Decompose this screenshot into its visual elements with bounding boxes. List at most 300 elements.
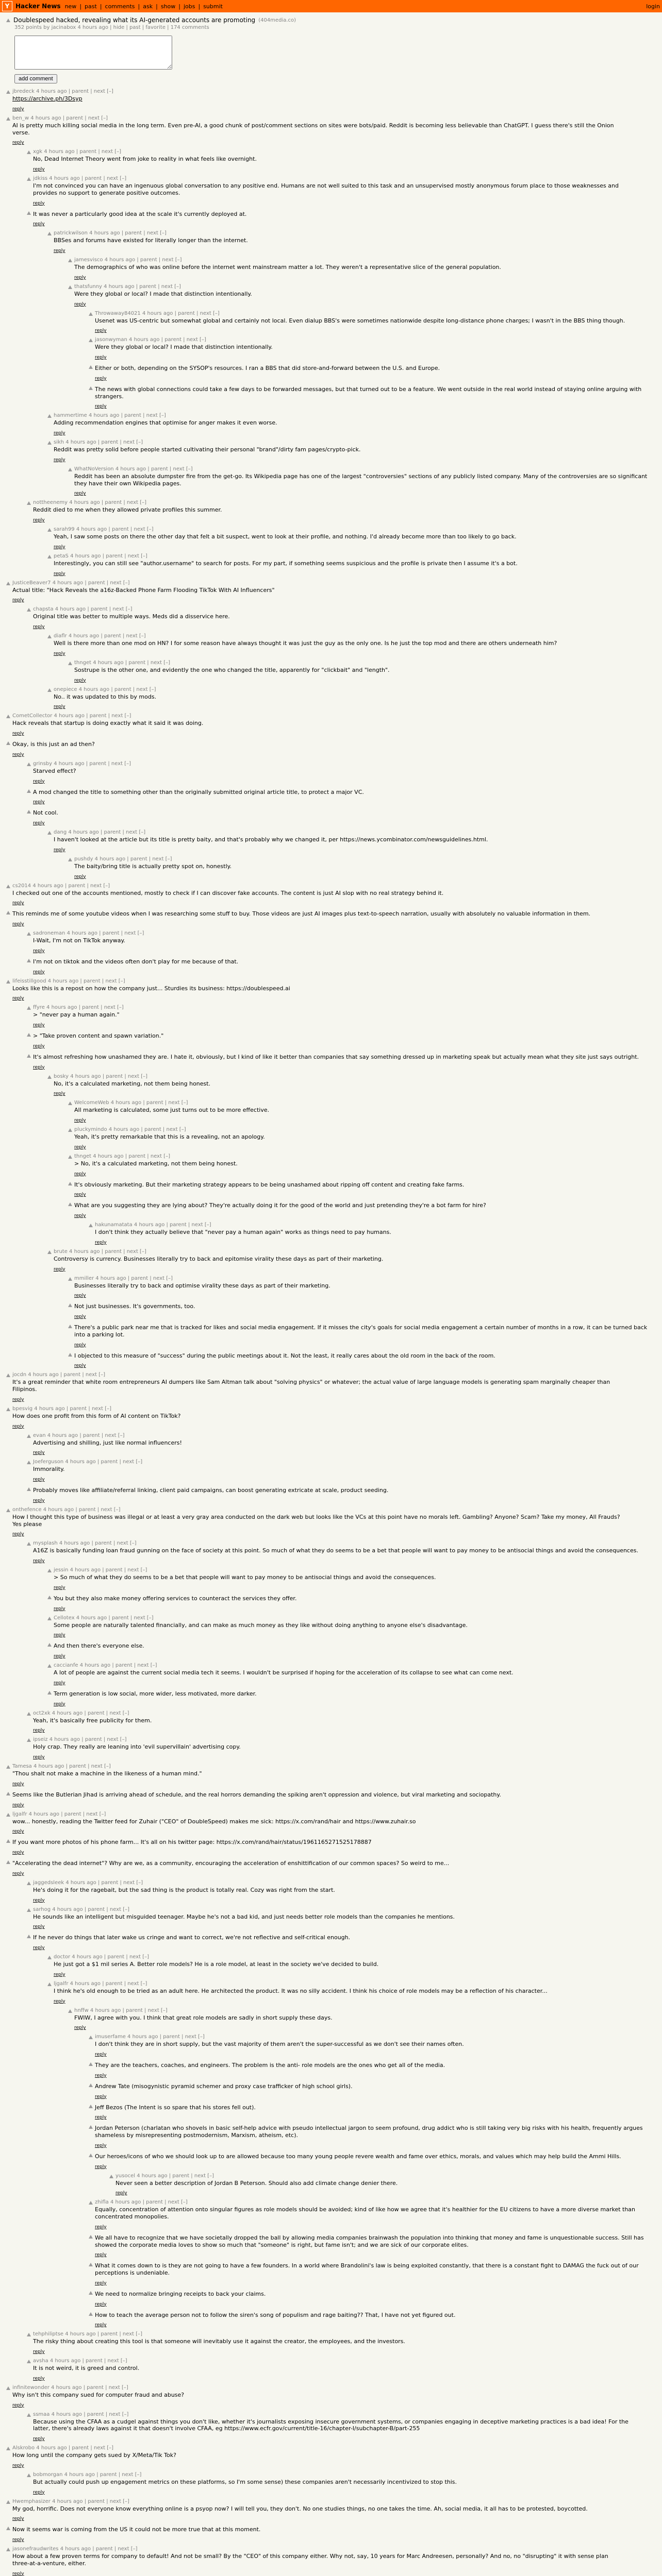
upvote-icon[interactable] bbox=[27, 2413, 31, 2417]
reply-link[interactable]: reply bbox=[95, 2094, 107, 2099]
reply-link[interactable]: reply bbox=[54, 1091, 65, 1097]
comment-body bbox=[115, 2173, 398, 2197]
comment-text: Looks like this is a repost on how the company just... Sturdies its business: https://doublespeed.ai bbox=[12, 985, 290, 992]
reply-link[interactable]: reply bbox=[33, 167, 45, 172]
comment-meta: bosky 4 hours ago | parent | next [–] bbox=[54, 1073, 148, 1079]
reply-link[interactable]: reply bbox=[95, 328, 107, 334]
comment-text: The baity/bring title is actually pretty spot on, honestly. bbox=[74, 862, 232, 870]
reply-link[interactable]: reply bbox=[12, 598, 24, 603]
comment-body bbox=[54, 1615, 468, 1639]
upvote-icon[interactable] bbox=[6, 582, 10, 585]
reply-link[interactable]: reply bbox=[54, 1585, 65, 1590]
reply-link[interactable]: reply bbox=[12, 922, 24, 927]
comment-body bbox=[33, 1710, 152, 1734]
reply-link[interactable]: reply bbox=[95, 2052, 107, 2057]
upvote-icon[interactable] bbox=[6, 2386, 10, 2390]
comment-row bbox=[6, 115, 656, 146]
upvote-icon[interactable] bbox=[6, 90, 10, 94]
reply-link[interactable]: reply bbox=[95, 2252, 107, 2258]
upvote-icon[interactable] bbox=[89, 2263, 93, 2266]
upvote-icon[interactable] bbox=[47, 555, 52, 558]
reply-link[interactable]: reply bbox=[74, 874, 86, 879]
reply-link[interactable]: reply bbox=[95, 355, 107, 360]
reply-link[interactable]: reply bbox=[74, 1363, 86, 1369]
reply-link[interactable]: reply bbox=[54, 1654, 65, 1659]
comment-row bbox=[89, 2199, 656, 2230]
reply-link[interactable]: reply bbox=[33, 1728, 45, 1734]
upvote-icon[interactable] bbox=[89, 365, 93, 369]
reply-link[interactable]: reply bbox=[54, 571, 65, 577]
upvote-icon[interactable] bbox=[27, 1487, 31, 1491]
comment-body bbox=[33, 1053, 639, 1071]
comment-text: He sounds like an intelligent but misguided teenager. Maybe he's not a bad kid, and just needs better role models than the companies he mentions. bbox=[33, 1913, 455, 1920]
upvote-icon[interactable] bbox=[6, 885, 10, 888]
comment-meta: zhifla 4 hours ago | parent | next [–] bbox=[95, 2199, 188, 2206]
comment-text: AI is pretty much killing social media in the long term. Even pre-AI, a good chunk of post/comment sections on sites were bots/paid. Reddit is becoming less believable than ChatGPT. I guess there's still the Onion verse. bbox=[12, 122, 614, 136]
upvote-icon[interactable] bbox=[6, 2527, 10, 2530]
reply-link[interactable]: reply bbox=[12, 2537, 24, 2543]
upvote-icon[interactable] bbox=[27, 608, 31, 612]
reply-link[interactable]: reply bbox=[12, 2516, 24, 2522]
comment-text: Reddit has been an absolute dumpster fire from the get-go. Its Wikipedia page has one of the largest "controversies" sections of any publicly listed company. Many of the controversies are so significant they have their own Wikipedia pages. bbox=[74, 472, 648, 487]
upvote-icon[interactable] bbox=[27, 1434, 31, 1438]
upvote-icon[interactable] bbox=[68, 1128, 72, 1132]
upvote-icon[interactable] bbox=[6, 1813, 10, 1817]
upvote-icon[interactable] bbox=[47, 688, 52, 692]
upvote-icon[interactable] bbox=[68, 1182, 72, 1185]
reply-link[interactable]: reply bbox=[33, 2349, 45, 2354]
reply-link[interactable]: reply bbox=[12, 901, 24, 906]
upvote-icon[interactable] bbox=[6, 1374, 10, 1377]
reply-link[interactable]: reply bbox=[74, 1144, 86, 1150]
reply-link[interactable]: reply bbox=[33, 1043, 45, 1049]
upvote-icon[interactable] bbox=[6, 911, 10, 914]
comment-text: All marketing is calculated, some just turns out to be more effective. bbox=[74, 1107, 270, 1114]
reply-link[interactable]: reply bbox=[33, 1498, 45, 1503]
reply-link[interactable]: reply bbox=[54, 1606, 65, 1612]
comment-body bbox=[54, 439, 361, 463]
upvote-icon[interactable] bbox=[89, 2201, 93, 2205]
nav-link-new[interactable]: new bbox=[64, 3, 77, 10]
reply-link[interactable]: reply bbox=[95, 2280, 107, 2286]
upvote-icon[interactable] bbox=[27, 789, 31, 793]
upvote-icon[interactable] bbox=[89, 1224, 93, 1227]
upvote-icon[interactable] bbox=[47, 831, 52, 835]
upvote-icon[interactable] bbox=[89, 386, 93, 390]
upvote-icon[interactable] bbox=[27, 1935, 31, 1938]
nav-link-submit[interactable]: submit bbox=[203, 3, 223, 10]
upvote-icon[interactable] bbox=[47, 635, 52, 638]
comment-text: Now it seems war is coming from the US it could not be more true that at this moment. bbox=[12, 2526, 261, 2533]
comment-body bbox=[33, 1459, 142, 1483]
reply-link[interactable]: reply bbox=[12, 752, 24, 757]
reply-link[interactable]: reply bbox=[12, 1532, 24, 1537]
reply-link[interactable]: reply bbox=[54, 1633, 65, 1638]
reply-link[interactable]: reply bbox=[12, 2402, 24, 2408]
reply-link[interactable]: reply bbox=[33, 1755, 45, 1760]
comment-body bbox=[54, 633, 557, 657]
upvote-icon[interactable] bbox=[6, 715, 10, 718]
upvote-icon[interactable] bbox=[47, 1596, 52, 1599]
comment-textarea[interactable] bbox=[14, 36, 172, 70]
upvote-icon[interactable] bbox=[6, 741, 10, 745]
upvote-icon[interactable] bbox=[27, 959, 31, 962]
comment-row bbox=[47, 1074, 656, 1097]
comment-meta: xgk 4 hours ago | parent | next [–] bbox=[33, 149, 122, 155]
upvote-icon[interactable] bbox=[89, 2312, 93, 2316]
upvote-icon[interactable] bbox=[47, 1982, 52, 1986]
comment-meta: jbredeck 4 hours ago | parent | next [–] bbox=[12, 89, 113, 94]
upvote-icon[interactable] bbox=[6, 1792, 10, 1795]
upvote-icon[interactable] bbox=[89, 2235, 93, 2239]
reply-link[interactable]: reply bbox=[12, 1802, 24, 1808]
reply-link[interactable]: reply bbox=[33, 1558, 45, 1564]
comment-body bbox=[74, 1351, 495, 1369]
upvote-icon[interactable] bbox=[47, 1664, 52, 1668]
comment-body bbox=[74, 1302, 195, 1320]
reply-link[interactable]: reply bbox=[12, 731, 24, 736]
reply-link[interactable]: reply bbox=[33, 948, 45, 954]
reply-link[interactable]: reply bbox=[95, 376, 107, 381]
comment-body bbox=[12, 1507, 621, 1538]
comment-text: I checked out one of the accounts mentioned, mostly to check if I can discover fake accounts. The content is just AI slop with no real strategy behind it. bbox=[12, 889, 444, 896]
comment-row bbox=[68, 1351, 656, 1369]
upvote-icon[interactable] bbox=[68, 285, 72, 289]
upvote-icon[interactable] bbox=[27, 1882, 31, 1885]
comment-row bbox=[27, 1880, 656, 1904]
comment-meta: thnget 4 hours ago | parent | next [–] bbox=[74, 659, 170, 666]
comment-row bbox=[89, 2034, 656, 2058]
upvote-icon[interactable] bbox=[27, 1054, 31, 1058]
reply-link[interactable]: reply bbox=[74, 1118, 86, 1123]
comment-text[interactable]: https://archive.ph/3Dsyp bbox=[12, 95, 82, 102]
reply-link[interactable]: reply bbox=[33, 1924, 45, 1930]
comment-row bbox=[47, 1641, 656, 1659]
comment-body bbox=[95, 337, 273, 361]
comment-text: Usenet was US-centric but somewhat global and certainly not local. Even dialup BBS's were sometimes nationwide despite long-distance phone charges; I wasn't in the BBS thing though. bbox=[95, 317, 625, 324]
comment-body bbox=[12, 580, 275, 604]
comment-body bbox=[33, 210, 246, 228]
upvote-icon[interactable] bbox=[27, 1712, 31, 1716]
reply-link[interactable]: reply bbox=[74, 2025, 86, 2031]
comment-row bbox=[68, 284, 656, 308]
upvote-icon[interactable] bbox=[68, 468, 72, 471]
upvote-icon[interactable] bbox=[47, 1075, 52, 1079]
upvote-icon[interactable] bbox=[109, 2175, 113, 2178]
upvote-icon[interactable] bbox=[68, 1277, 72, 1281]
reply-link[interactable]: reply bbox=[33, 821, 45, 826]
comment-row bbox=[68, 1323, 656, 1348]
reply-link[interactable]: reply bbox=[12, 1781, 24, 1787]
main bbox=[0, 12, 662, 2576]
upvote-icon[interactable] bbox=[27, 1033, 31, 1037]
reply-link[interactable]: reply bbox=[95, 1240, 107, 1245]
reply-link[interactable]: reply bbox=[33, 800, 45, 805]
comment-meta: bpesvig 4 hours ago | parent | next [–] bbox=[12, 1405, 112, 1412]
comment-text: Sostrupe is the other one, and evidently the one who changed the title, apparently for "clickbait" and "length". bbox=[74, 666, 390, 673]
comment-text: Businesses literally try to back and optimise virality these days as part of their marketing. bbox=[74, 1282, 330, 1289]
comment-row bbox=[47, 553, 656, 577]
comment-meta: brute 4 hours ago | parent | next [–] bbox=[54, 1248, 146, 1255]
upvote-icon[interactable] bbox=[47, 232, 52, 235]
reply-link[interactable]: reply bbox=[12, 996, 24, 1002]
reply-link[interactable]: reply bbox=[54, 651, 65, 656]
comment-text: > "never pay a human again." bbox=[33, 1011, 120, 1019]
site-name[interactable]: Hacker News bbox=[15, 3, 61, 10]
comment-body bbox=[95, 2124, 656, 2149]
reply-link[interactable]: reply bbox=[74, 301, 86, 307]
upvote-icon[interactable] bbox=[89, 312, 93, 316]
comment-body bbox=[95, 2233, 656, 2259]
reply-link[interactable]: reply bbox=[33, 778, 45, 784]
reply-link[interactable]: reply bbox=[33, 518, 45, 523]
upvote-icon[interactable] bbox=[89, 2291, 93, 2295]
comment-body bbox=[33, 500, 222, 523]
reply-link[interactable]: reply bbox=[54, 1701, 65, 1707]
nav-separator: | bbox=[138, 3, 140, 10]
upvote-icon[interactable] bbox=[27, 1461, 31, 1464]
comment-text: I don't think they actually believe that "never pay a human again" works as things need to pay humans. bbox=[95, 1229, 391, 1235]
comment-row bbox=[47, 527, 656, 550]
upvote-icon[interactable] bbox=[89, 2062, 93, 2066]
comment-body bbox=[74, 2008, 333, 2031]
reply-link[interactable]: reply bbox=[54, 1680, 65, 1686]
reply-link[interactable]: reply bbox=[115, 2191, 127, 2196]
upvote-icon[interactable] bbox=[27, 2360, 31, 2363]
upvote-icon[interactable] bbox=[68, 259, 72, 262]
reply-link[interactable]: reply bbox=[33, 1064, 45, 1070]
comment-text: Interestingly, you can still see "author.username" to search for posts. For my part, if something seems suspicious and the profile is private then I assume it's a bot. bbox=[54, 560, 518, 567]
comment-text: My god, horrific. Does not everyone know everything online is a psyop now? I will tell you, they don't. No one studies things, no one takes the time. Ah, social media, it all has to be protested, boycotted. bbox=[12, 2505, 588, 2512]
reply-link[interactable]: reply bbox=[74, 1293, 86, 1299]
upvote-icon[interactable] bbox=[27, 150, 31, 154]
upvote-icon[interactable] bbox=[27, 501, 31, 505]
upvote-icon[interactable] bbox=[47, 1569, 52, 1572]
comment-row bbox=[89, 1222, 656, 1246]
reply-link[interactable]: reply bbox=[12, 1397, 24, 1402]
comment-text: Seems like the Butlerian Jihad is arriving ahead of schedule, and the real horrors demanding the spiking aren't oppression and violence, but viral marketing and sociopathy. bbox=[12, 1791, 501, 1798]
reply-link[interactable]: reply bbox=[12, 2571, 24, 2576]
reply-link[interactable]: reply bbox=[54, 847, 65, 853]
nav-link-past[interactable]: past bbox=[85, 3, 97, 10]
reply-link[interactable]: reply bbox=[54, 457, 65, 463]
reply-link[interactable]: reply bbox=[95, 2323, 107, 2328]
reply-link[interactable]: reply bbox=[54, 544, 65, 550]
upvote-icon[interactable] bbox=[6, 1839, 10, 1843]
comment-meta: Hwemphasizer 4 hours ago | parent | next [–] bbox=[12, 2498, 129, 2504]
upvote-icon[interactable] bbox=[27, 932, 31, 936]
comment-meta: hammertime 4 hours ago | parent | next [–] bbox=[54, 413, 166, 419]
upvote-icon[interactable] bbox=[6, 117, 10, 121]
reply-link[interactable]: reply bbox=[74, 1314, 86, 1319]
upvote-icon[interactable] bbox=[6, 19, 10, 22]
comment-row bbox=[6, 1507, 656, 1538]
upvote-icon[interactable] bbox=[47, 1250, 52, 1254]
comment-text: There's a public park near me that is tracked for likes and social media engagement. If it misses the city's goals for social media engagement a certain number of months in a row, it can be turned back into a parking lot. bbox=[74, 1324, 648, 1338]
reply-link[interactable]: reply bbox=[33, 2489, 45, 2495]
comment-body bbox=[33, 1031, 163, 1049]
reply-link[interactable]: reply bbox=[12, 140, 24, 146]
upvote-icon[interactable] bbox=[27, 1542, 31, 1546]
upvote-icon[interactable] bbox=[89, 2154, 93, 2157]
comment-row bbox=[6, 2546, 656, 2576]
upvote-icon[interactable] bbox=[89, 338, 93, 342]
reply-link[interactable]: reply bbox=[33, 624, 45, 630]
reply-link[interactable]: reply bbox=[95, 2301, 107, 2307]
reply-link[interactable]: reply bbox=[12, 2463, 24, 2468]
comment-meta: patrickwilson 4 hours ago | parent | next [–] bbox=[54, 230, 167, 236]
upvote-icon[interactable] bbox=[27, 810, 31, 814]
comment-row bbox=[6, 2385, 656, 2409]
comment-meta: dang 4 hours ago | parent | next [–] bbox=[54, 829, 146, 835]
reply-link[interactable]: reply bbox=[54, 1266, 65, 1272]
reply-link[interactable]: reply bbox=[54, 431, 65, 436]
upvote-icon[interactable] bbox=[6, 2500, 10, 2504]
comment-meta: Alskrobo 4 hours ago | parent | next [–] bbox=[12, 2445, 114, 2451]
comment-row bbox=[89, 311, 656, 334]
upvote-icon[interactable] bbox=[68, 1353, 72, 1357]
upvote-icon[interactable] bbox=[27, 211, 31, 215]
reply-link[interactable]: reply bbox=[54, 1972, 65, 1977]
reply-link[interactable]: reply bbox=[33, 1450, 45, 1456]
nav-link-jobs[interactable]: jobs bbox=[183, 3, 195, 10]
reply-link[interactable]: reply bbox=[95, 2224, 107, 2230]
comment-text: Controversy is currency. Businesses literally try to back and epitomise virality these days as part of their marketing. bbox=[54, 1255, 384, 1262]
reply-link[interactable]: reply bbox=[33, 2376, 45, 2381]
reply-link[interactable]: reply bbox=[74, 1342, 86, 1348]
hn-logo[interactable]: Y bbox=[2, 1, 12, 11]
reply-link[interactable]: reply bbox=[12, 1871, 24, 1876]
upvote-icon[interactable] bbox=[68, 662, 72, 665]
upvote-icon[interactable] bbox=[47, 1643, 52, 1647]
upvote-icon[interactable] bbox=[6, 2548, 10, 2551]
reply-link[interactable]: reply bbox=[95, 2115, 107, 2121]
reply-link[interactable]: reply bbox=[74, 1192, 86, 1198]
upvote-icon[interactable] bbox=[27, 1006, 31, 1010]
upvote-icon[interactable] bbox=[68, 1155, 72, 1159]
upvote-icon[interactable] bbox=[47, 1691, 52, 1694]
upvote-icon[interactable] bbox=[27, 1738, 31, 1742]
comment-meta: jasonefraudwrites 4 hours ago | parent | next [–] bbox=[12, 2546, 138, 2552]
nav-link-comments[interactable]: comments bbox=[105, 3, 135, 10]
comment-body bbox=[74, 660, 390, 684]
upvote-icon[interactable] bbox=[89, 2083, 93, 2087]
reply-link[interactable]: reply bbox=[74, 677, 86, 683]
upvote-icon[interactable] bbox=[47, 1956, 52, 1959]
upvote-icon[interactable] bbox=[68, 2009, 72, 2013]
upvote-icon[interactable] bbox=[27, 2473, 31, 2477]
login-link[interactable]: login bbox=[646, 3, 660, 10]
reply-link[interactable]: reply bbox=[12, 1829, 24, 1835]
comment-text: We all have to recognize that we have societally dropped the ball by allowing media companies brainwash the population into thinking that money and fame is unquestionable success. Still has showed the corporate media loves to show so much that "someone" is right, but fame isn't; and we are sick of our corporate elites. bbox=[95, 2234, 644, 2248]
upvote-icon[interactable] bbox=[47, 414, 52, 418]
upvote-icon[interactable] bbox=[68, 1325, 72, 1328]
comment-row bbox=[27, 606, 656, 630]
upvote-icon[interactable] bbox=[47, 1617, 52, 1620]
comment-row bbox=[89, 2103, 656, 2121]
reply-link[interactable]: reply bbox=[95, 404, 107, 410]
reply-link[interactable]: reply bbox=[54, 1998, 65, 2004]
nav-link-show[interactable]: show bbox=[160, 3, 176, 10]
add-comment-button[interactable]: add comment bbox=[14, 74, 57, 83]
comment-meta: hnffw 4 hours ago | parent | next [–] bbox=[74, 2007, 168, 2013]
reply-link[interactable]: reply bbox=[95, 2143, 107, 2148]
reply-link[interactable]: reply bbox=[33, 222, 45, 227]
story-title[interactable]: Doublespeed hacked, revealing what its AI-generated accounts are promoting bbox=[13, 16, 256, 24]
reply-link[interactable]: reply bbox=[33, 200, 45, 206]
reply-link[interactable]: reply bbox=[95, 2164, 107, 2170]
reply-link[interactable]: reply bbox=[12, 1850, 24, 1855]
comment-row bbox=[89, 2124, 656, 2149]
story-site[interactable]: (404media.co) bbox=[258, 17, 296, 23]
upvote-icon[interactable] bbox=[27, 2333, 31, 2336]
comment-row bbox=[6, 1372, 656, 1403]
comment-text: No, it's a calculated marketing, not them being honest. bbox=[54, 1080, 211, 1087]
reply-link[interactable]: reply bbox=[33, 1945, 45, 1951]
comment-meta: sadroneman 4 hours ago | parent | next [–] bbox=[33, 930, 144, 936]
comment-text: It's almost refreshing how unashamed they are. I hate it, obviously, but I kind of like it better than companies that say something dressed up in marketing speak but actually mean what they site just says outright. bbox=[33, 1053, 639, 1060]
comment-meta: jessin 4 hours ago | parent | next [–] bbox=[54, 1567, 147, 1573]
comment-body bbox=[74, 466, 656, 497]
upvote-icon[interactable] bbox=[6, 2447, 10, 2450]
upvote-icon[interactable] bbox=[68, 1101, 72, 1105]
comment-text: > No, it's a calculated marketing, not them being honest. bbox=[74, 1160, 238, 1167]
upvote-icon[interactable] bbox=[47, 441, 52, 445]
reply-link[interactable]: reply bbox=[74, 491, 86, 497]
reply-link[interactable]: reply bbox=[74, 1171, 86, 1177]
reply-link[interactable]: reply bbox=[33, 969, 45, 975]
upvote-icon[interactable] bbox=[6, 1408, 10, 1411]
comment-row bbox=[68, 1302, 656, 1320]
upvote-icon[interactable] bbox=[6, 1765, 10, 1769]
upvote-icon[interactable] bbox=[6, 1509, 10, 1512]
reply-link[interactable]: reply bbox=[33, 1477, 45, 1482]
upvote-icon[interactable] bbox=[89, 2105, 93, 2108]
reply-link[interactable]: reply bbox=[33, 1897, 45, 1903]
reply-link[interactable]: reply bbox=[74, 1213, 86, 1218]
upvote-icon[interactable] bbox=[89, 2036, 93, 2039]
comment-row bbox=[6, 1790, 656, 1808]
reply-link[interactable]: reply bbox=[33, 2436, 45, 2442]
upvote-icon[interactable] bbox=[68, 1303, 72, 1307]
reply-link[interactable]: reply bbox=[54, 704, 65, 710]
upvote-icon[interactable] bbox=[89, 2125, 93, 2129]
comment-meta: doctor 4 hours ago | parent | next [–] bbox=[54, 1954, 150, 1960]
reply-link[interactable]: reply bbox=[33, 1023, 45, 1028]
upvote-icon[interactable] bbox=[27, 1908, 31, 1912]
comment-body bbox=[95, 2290, 266, 2308]
reply-link[interactable]: reply bbox=[54, 248, 65, 253]
comment-text: If he never do things that later wake us cringe and want to correct, we're not reflective and self-critical enough. bbox=[33, 1934, 351, 1941]
reply-link[interactable]: reply bbox=[74, 275, 86, 280]
upvote-icon[interactable] bbox=[27, 762, 31, 766]
comment-row bbox=[6, 1811, 656, 1835]
reply-link[interactable]: reply bbox=[95, 2073, 107, 2078]
upvote-icon[interactable] bbox=[68, 858, 72, 861]
comment-row bbox=[47, 633, 656, 657]
upvote-icon[interactable] bbox=[6, 980, 10, 984]
upvote-icon[interactable] bbox=[27, 177, 31, 181]
nav-link-ask[interactable]: ask bbox=[143, 3, 153, 10]
comment-text: How about a few proven terms for company to default! And not be small? By the "CEO" of this company either. Why not, say, 10 years for Marc Andreesen, personally? And no, no "disrupting" it with sense plan three-at-a-venture, either. bbox=[12, 2553, 608, 2567]
upvote-icon[interactable] bbox=[6, 1860, 10, 1864]
reply-link[interactable]: reply bbox=[12, 106, 24, 112]
comment-row bbox=[27, 930, 656, 954]
upvote-icon[interactable] bbox=[68, 1202, 72, 1206]
comment-row bbox=[27, 957, 656, 975]
reply-link[interactable]: reply bbox=[12, 1423, 24, 1429]
upvote-icon[interactable] bbox=[47, 528, 52, 532]
